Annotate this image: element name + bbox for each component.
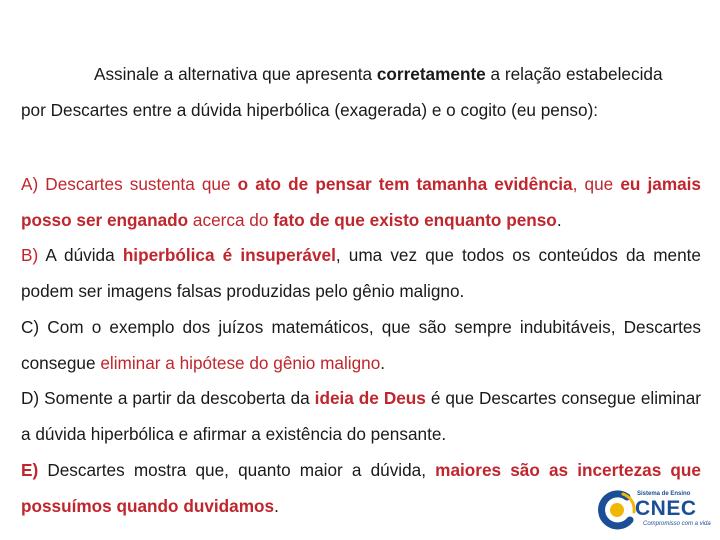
- option-b-emphasis: hiperbólica é insuperável: [122, 245, 336, 265]
- question-text-part: a relação estabelecida: [485, 64, 663, 84]
- option-d-emphasis: ideia de Deus: [314, 388, 426, 408]
- question-text-part: Assinale a alternativa que apresenta: [94, 64, 377, 84]
- option-e-emphasis: maiores são as incertezas que possuímos quando duvidamos: [21, 460, 701, 516]
- option-a-text: .: [556, 210, 562, 230]
- cnec-logo: [597, 488, 711, 532]
- option-d: [21, 380, 701, 452]
- option-c-text: .: [380, 353, 386, 373]
- option-d-text: D) Somente a partir da descoberta da: [21, 388, 315, 408]
- option-c-text: C) Com o exemplo dos juízos matemáticos, que são sempre indubitáveis, Descartes consegue: [21, 317, 701, 373]
- option-a-emphasis: fato de que existo enquanto penso: [273, 210, 557, 230]
- cnec-logo-icon: [597, 490, 637, 530]
- option-e-text: Descartes mostra que, quanto maior a dúvida,: [38, 460, 436, 480]
- option-c-emphasis: eliminar a hipótese do gênio maligno: [100, 353, 381, 373]
- question-line-2: por Descartes entre a dúvida hiperbólica (exagerada) e o cogito (eu penso):: [21, 100, 599, 120]
- option-a: [21, 166, 701, 238]
- option-a-text: , que: [572, 174, 621, 194]
- option-c: [21, 309, 701, 381]
- option-e-text: .: [274, 496, 279, 516]
- option-e-letter: E): [21, 460, 39, 480]
- option-b-letter: B): [21, 245, 39, 265]
- option-a-text: Descartes sustenta que: [38, 174, 238, 194]
- option-b-text: A dúvida: [38, 245, 123, 265]
- option-d-text: é que Descartes consegue eliminar a dúvida hiperbólica e afirmar a existência do pensante.: [21, 388, 701, 444]
- option-b-text: , uma vez que todos os conteúdos da mente podem ser imagens falsas produzidas pelo gênio maligno.: [21, 245, 701, 301]
- question-text: [21, 56, 701, 128]
- logo-name: CNEC: [635, 497, 697, 520]
- option-a-letter: A): [21, 174, 39, 194]
- option-b: [21, 237, 701, 309]
- option-a-emphasis: o ato de pensar tem tamanha evidência: [237, 174, 573, 194]
- logo-tagline: Compromisso com a vida: [643, 521, 711, 527]
- question-line-1: [21, 56, 701, 92]
- question-emphasis: corretamente: [376, 64, 486, 84]
- logo-top-text: Sistema de Ensino: [637, 491, 691, 497]
- option-a-emphasis: eu jamais posso ser enganado: [21, 174, 701, 230]
- option-a-text: acerca do: [188, 210, 274, 230]
